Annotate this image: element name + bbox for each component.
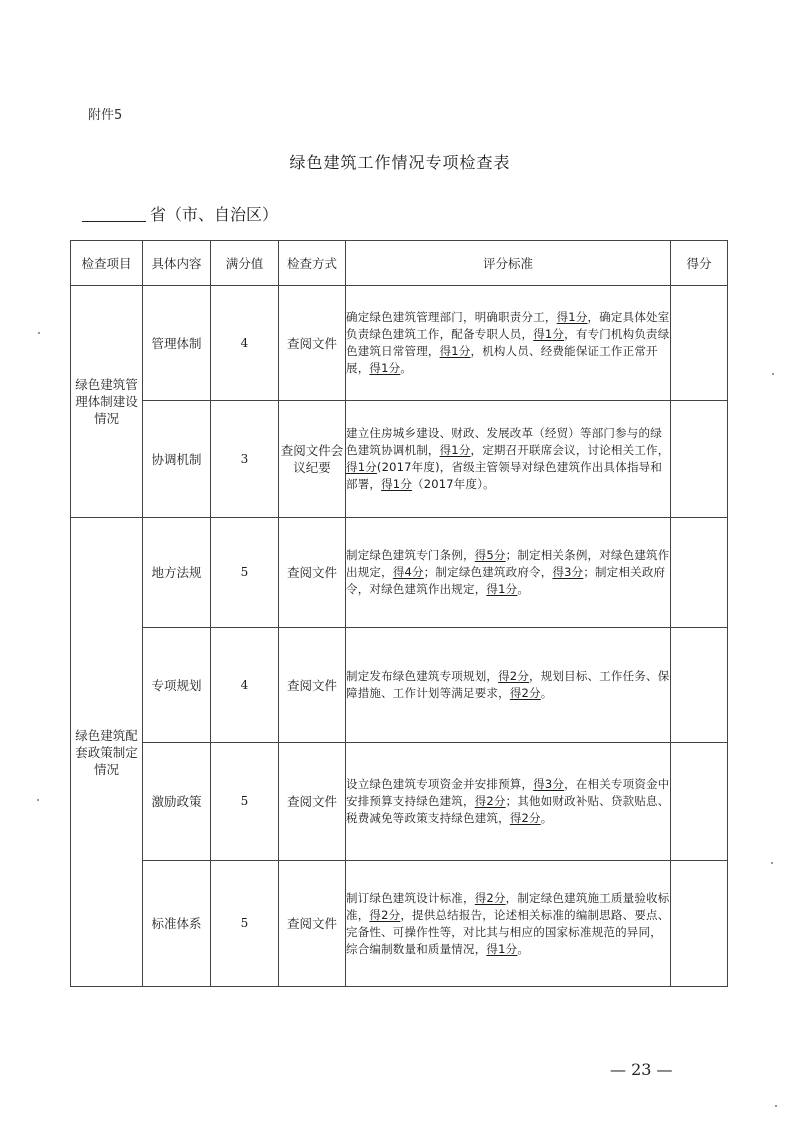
method-cell: 查阅文件 [279,628,346,743]
method-cell: 查阅文件 [279,861,346,987]
table-header-row [71,241,728,286]
criteria-cell: 制定发布绿色建筑专项规划，得2分，规划目标、工作任务、保障措施、工作计划等满足要求，得2分。 [346,628,671,743]
points-text: 得1分 [369,361,401,375]
score-cell: 4 [211,628,279,743]
points-text: 得2分 [474,794,506,808]
scan-speck [775,1105,777,1107]
score-cell: 5 [211,518,279,628]
points-text: 得1分 [346,460,377,474]
scan-speck [37,799,39,801]
points-text: 得1分 [486,582,518,596]
method-cell: 查阅文件 [279,286,346,401]
page-number: — 23 — [610,1060,673,1079]
points-text: 得3分 [533,777,565,791]
points-text: 得2分 [369,907,401,922]
score-entry-cell[interactable] [671,286,728,401]
scan-speck [771,862,773,864]
table-row [71,743,728,861]
criteria-cell: 设立绿色建筑专项资金并安排预算，得3分，在相关专项资金中安排预算支持绿色建筑，得2分；其他如财政补贴、贷款贴息、税费减免等政策支持绿色建筑，得2分。 [346,743,671,861]
points-text: 得2分 [474,890,506,905]
score-entry-cell[interactable] [671,861,728,987]
points-text: 得2分 [509,811,541,825]
points-text: 得1分 [556,310,588,324]
content-cell: 管理体制 [143,286,211,401]
content-cell: 激励政策 [143,743,211,861]
points-text: 得2分 [509,686,541,700]
score-cell: 5 [211,861,279,987]
province-line [82,202,278,225]
column-header: 评分标准 [346,241,671,286]
check-item-cell: 绿色建筑配套政策制定情况 [71,518,143,987]
table-row [71,286,728,401]
criteria-cell: 制订绿色建筑设计标准，得2分，制定绿色建筑施工质量验收标准，得2分，提供总结报告，论述相关标准的编制思路、要点、完备性、可操作性等，对比其与相应的国家标准规范的异同，综合编制数量和质量情况，得1分。 [346,861,671,987]
scan-speck [772,373,774,375]
table-row [71,628,728,743]
points-text: 得3分 [552,565,584,579]
criteria-cell: 建立住房城乡建设、财政、发展改革（经贸）等部门参与的绿色建筑协调机制，得1分，定期召开联席会议，讨论相关工作，得1分(2017年度)，省级主管领导对绿色建筑作出具体指导和部署，得1分（2017年度）。 [346,401,671,518]
province-suffix: 省（市、自治区） [150,205,279,224]
points-text: 得1分 [439,344,471,358]
table-row [71,401,728,518]
attachment-label: 附件5 [88,108,123,123]
table-row [71,518,728,628]
document-title: 绿色建筑工作情况专项检查表 [289,153,511,172]
score-entry-cell[interactable] [671,401,728,518]
points-text: 得5分 [474,548,506,562]
method-cell: 查阅文件 [279,743,346,861]
table-row [71,861,728,987]
column-header: 得分 [671,241,728,286]
column-header: 检查方式 [279,241,346,286]
score-entry-cell[interactable] [671,628,728,743]
method-cell: 查阅文件 [279,518,346,628]
score-entry-cell[interactable] [671,518,728,628]
points-text: 得1分 [486,941,518,956]
column-header: 满分值 [211,241,279,286]
column-header: 具体内容 [143,241,211,286]
score-cell: 3 [211,401,279,518]
province-blank [82,221,146,222]
content-cell: 协调机制 [143,401,211,518]
scan-speck [38,332,40,334]
points-text: 得4分 [392,565,424,579]
points-text: 得1分 [533,327,565,341]
content-cell: 标准体系 [143,861,211,987]
score-entry-cell[interactable] [671,743,728,861]
inspection-table [70,240,728,987]
check-item-cell: 绿色建筑管理体制建设情况 [71,286,143,518]
score-cell: 5 [211,743,279,861]
content-cell: 专项规划 [143,628,211,743]
column-header: 检查项目 [71,241,143,286]
method-cell: 查阅文件会议纪要 [279,401,346,518]
criteria-cell: 确定绿色建筑管理部门，明确职责分工，得1分，确定具体处室负责绿色建筑工作，配备专职人员，得1分，有专门机构负责绿色建筑日常管理，得1分，机构人员、经费能保证工作正常开展，得1分。 [346,286,671,401]
points-text: 得1分 [381,477,413,491]
points-text: 得1分 [439,443,471,457]
content-cell: 地方法规 [143,518,211,628]
criteria-cell: 制定绿色建筑专门条例，得5分；制定相关条例，对绿色建筑作出规定，得4分；制定绿色建筑政府令，得3分；制定相关政府令，对绿色建筑作出规定，得1分。 [346,518,671,628]
score-cell: 4 [211,286,279,401]
points-text: 得2分 [498,669,530,683]
